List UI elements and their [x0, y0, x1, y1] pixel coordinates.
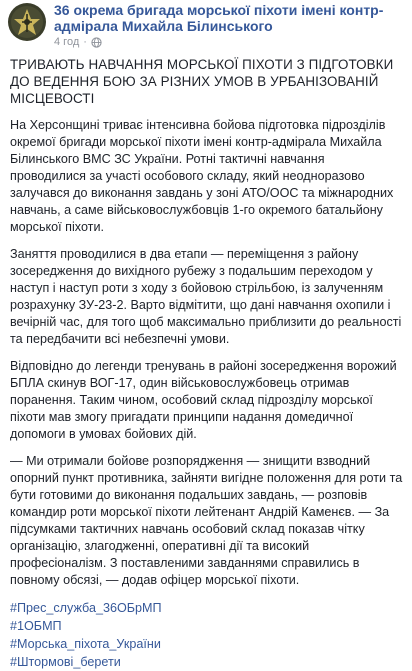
page-name-link[interactable]: 36 окрема бригада морської піхоти імені контр-адмірала Михайла Білинського — [54, 2, 384, 34]
hashtag-link[interactable]: #Прес_служба_36ОБрМП — [10, 601, 162, 615]
post-time[interactable]: 4 год — [54, 36, 80, 48]
post-paragraph-1: На Херсонщині триває інтенсивна бойова підготовка підрозділів окремої бригади морської піхоти імені контр-адмірала Михайла Білинського ВМС ЗС України. Ротні тактичні навчання проводилися за участі особового складу, який неодноразово залучався до виконання завдань у зоні АТО/ООС та міжнародних навчань, а саме військовослужбовців 1-го окремого батальйону морської піхоти. — [10, 118, 394, 234]
brigade-emblem-icon — [10, 5, 44, 39]
post-paragraph-3: Відповідно до легенди тренувань в районі зосередження ворожий БПЛА скинув ВОГ-17, один військовослужбовець отримав поранення. Таким чином, особовий склад підрозділу морської піхоти мав змогу пригадати принципи надання домедичної допомоги в умовах бойових дій. — [10, 359, 397, 441]
post-paragraph-2: Заняття проводилися в два етапи — переміщення з району зосередження до вихідного рубежу з подальшим переходом у наступ і наступ роти з ходу з бойовою стрільбою, із залученням розрахунку ЗУ-23-2. Варто відмітити, що дані навчання охопили і вечірній час, для того щоб максимально приблизити до реальності та передбачити всі небезпечні умови. — [10, 247, 402, 346]
post-headline: ТРИВАЮТЬ НАВЧАННЯ МОРСЬКОЇ ПІХОТИ З ПІДГОТОВКИ ДО ВЕДЕННЯ БОЮ ЗА РІЗНИХ УМОВ В УРБАНІЗОВАНІЙ МІСЦЕВОСТІ — [10, 57, 394, 106]
post-header — [8, 0, 404, 56]
post-paragraph-4: — Ми отримали бойове розпорядження — знищити взводний опорний пункт противника, зайняти вигідне положення для роти та бути готовими до виконання подальших завдань, — розповів командир роти морської піхоти лейтенант Андрій Каменєв. — За підсумками тактичних навчань особовий склад показав чітку організацію, злагодженні, оперативні дії та високий професіоналізм. З поставленими завданнями справились в повному обсязі, — додав офіцер морської піхоти. — [10, 454, 403, 587]
hashtag-link[interactable]: #1ОБМП — [10, 619, 62, 633]
header-text — [54, 0, 404, 48]
post-meta — [54, 36, 404, 48]
hashtag-list — [8, 599, 404, 671]
hashtag-link[interactable]: #Морська_піхота_України — [10, 637, 161, 651]
globe-icon[interactable] — [91, 37, 102, 48]
meta-separator: · — [83, 36, 87, 48]
hashtag-link[interactable]: #Штормові_берети — [10, 655, 121, 669]
page-avatar[interactable] — [8, 3, 46, 41]
